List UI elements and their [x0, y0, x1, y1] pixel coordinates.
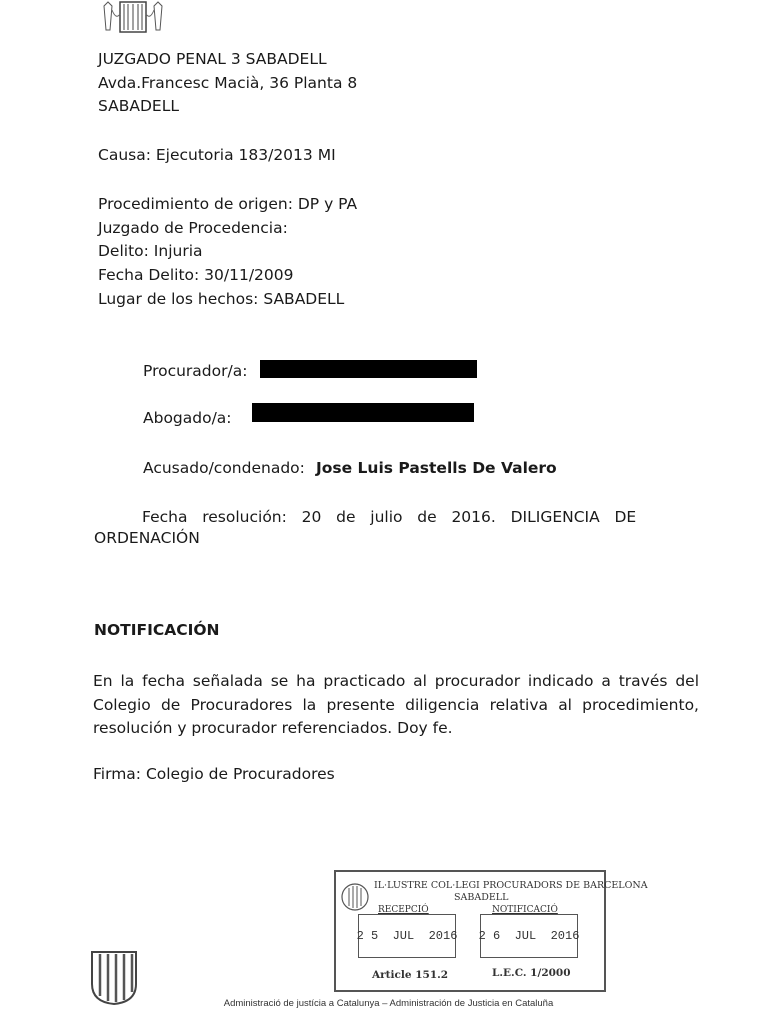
- causa-line: Causa: Ejecutoria 183/2013 MI: [98, 146, 336, 164]
- procedimiento-origen: Procedimiento de origen: DP y PA: [98, 195, 358, 213]
- firma-line: Firma: Colegio de Procuradores: [93, 765, 335, 783]
- acusado-label: Acusado/condenado:: [143, 459, 305, 477]
- recepcio-date-box: [358, 914, 456, 958]
- procurador-label: Procurador/a:: [143, 362, 248, 380]
- resolucion-line1: [142, 508, 699, 526]
- notificacio-label: NOTIFICACIÓ: [492, 905, 558, 915]
- footer-text: Administració de justícia a Catalunya – Administración de Justicia en Cataluña: [223, 998, 554, 1009]
- notificacion-heading: NOTIFICACIÓN: [94, 621, 220, 639]
- abogado-label: Abogado/a:: [143, 409, 232, 427]
- stamp-lec: L.E.C. 1/2000: [492, 967, 571, 979]
- notificacion-line1: En la fecha señalada se ha practicado al procurador indicado a través del: [93, 672, 699, 690]
- fecha-delito: Fecha Delito: 30/11/2009: [98, 266, 294, 284]
- notificacion-line3: resolución y procurador referenciados. Doy fe.: [93, 719, 453, 737]
- procurador-redaction: [260, 360, 477, 378]
- reception-stamp: [334, 870, 648, 992]
- stamp-header: IL·LUSTRE COL·LEGI PROCURADORS DE BARCELONA: [374, 880, 648, 891]
- stamp-emblem-icon: [340, 880, 370, 914]
- court-city: SABADELL: [98, 97, 179, 115]
- stamp-article: Article 151.2: [372, 969, 449, 981]
- notificacion-line2: Colegio de Procuradores la presente diligencia relativa al procedimiento,: [93, 696, 699, 714]
- court-address: Avda.Francesc Macià, 36 Planta 8: [98, 74, 358, 92]
- notificacio-date: 2 6 JUL 2016: [478, 929, 580, 943]
- resolucion-text: Fecha resolución: 20 de julio de 2016. DILIGENCIA DE: [142, 508, 637, 526]
- juzgado-procedencia: Juzgado de Procedencia:: [98, 219, 288, 237]
- abogado-redaction: [252, 403, 474, 422]
- recepcio-date: 2 5 JUL 2016: [356, 929, 458, 943]
- coat-of-arms-emblem: [100, 0, 166, 38]
- recepcio-label: RECEPCIÓ: [378, 905, 429, 915]
- court-name: JUZGADO PENAL 3 SABADELL: [98, 50, 327, 68]
- delito: Delito: Injuria: [98, 242, 203, 260]
- acusado-name: Jose Luis Pastells De Valero: [316, 459, 557, 477]
- stamp-sub: SABADELL: [454, 892, 509, 903]
- resolucion-line2: ORDENACIÓN: [94, 529, 200, 547]
- notificacio-date-box: [480, 914, 578, 958]
- lugar-hechos: Lugar de los hechos: SABADELL: [98, 290, 345, 308]
